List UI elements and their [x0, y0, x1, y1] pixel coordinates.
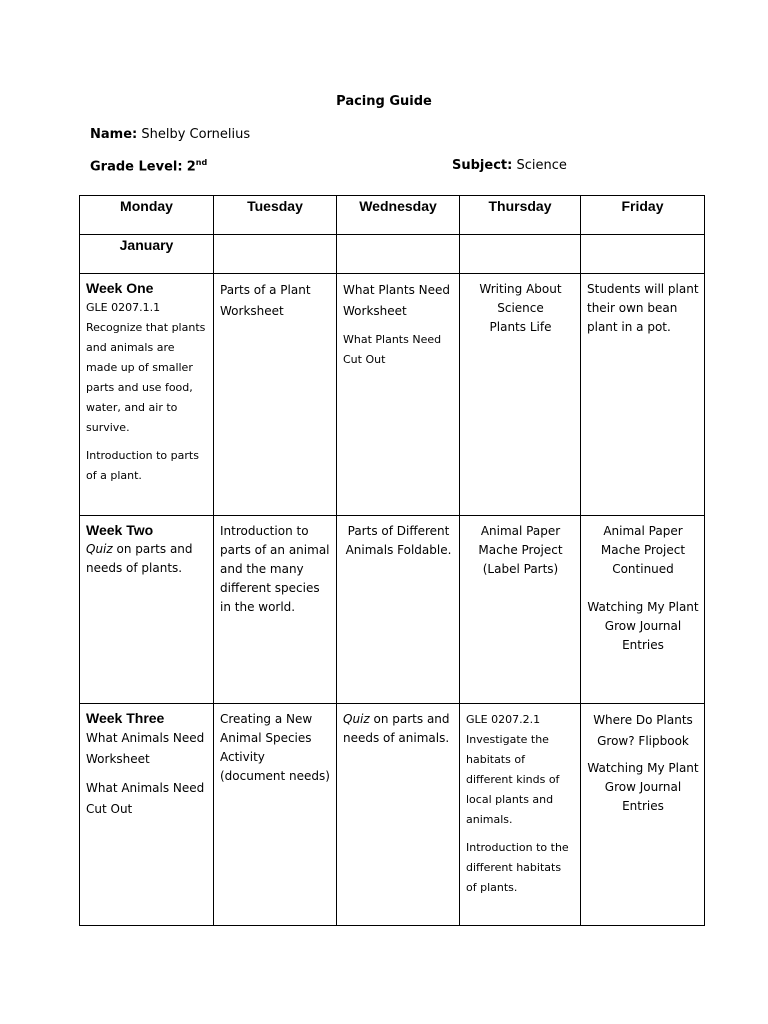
cell-text: What Plants Need Worksheet — [343, 283, 451, 318]
cell-text: on parts and needs of plants. — [86, 542, 193, 575]
cell-text: Parts of a Plant Worksheet — [220, 283, 311, 318]
cell-text: Animal Paper Mache Project Continued — [600, 524, 686, 576]
month-row — [80, 235, 705, 274]
month-empty-cell — [460, 235, 581, 274]
col-header-friday: Friday — [581, 196, 705, 235]
week-three-thursday-cell — [460, 704, 581, 926]
cell-text: Animal Paper Mache Project (Label Parts) — [478, 524, 563, 576]
subject-value: Science — [516, 158, 567, 173]
week-two-tuesday-cell — [214, 516, 337, 704]
col-header-wednesday: Wednesday — [337, 196, 460, 235]
subject-line — [452, 158, 567, 173]
cell-text: Where Do Plants Grow? Flipbook — [593, 713, 693, 748]
week-two-friday-cell — [581, 516, 705, 704]
week-one-friday-cell — [581, 274, 705, 516]
quiz-text: Quiz — [343, 712, 370, 726]
cell-text: GLE 0207.1.1 — [86, 301, 161, 314]
cell-text: Writing About Science — [479, 282, 562, 315]
week-three-tuesday-cell — [214, 704, 337, 926]
week-one-wednesday-cell — [337, 274, 460, 516]
week-one-thursday-cell — [460, 274, 581, 516]
grade-label: Grade Level: — [90, 159, 183, 175]
week-one-tuesday-cell — [214, 274, 337, 516]
cell-text: Recognize that plants and animals are made up of smaller parts and use food, water, and air to survive. — [86, 321, 206, 434]
cell-text: What Plants Need Cut Out — [343, 333, 442, 366]
week-three-wednesday-cell — [337, 704, 460, 926]
cell-text: Watching My Plant Grow Journal Entries — [587, 761, 699, 813]
cell-text: What Animals Need Worksheet — [86, 731, 205, 766]
cell-text: Introduction to the different habitats of plants. — [466, 841, 569, 894]
month-label: January — [80, 235, 214, 274]
cell-text — [86, 540, 208, 578]
grade-value: 2 — [186, 159, 196, 175]
cell-text: Plants Life — [489, 320, 552, 334]
table-row — [80, 704, 705, 926]
subject-label: Subject: — [452, 158, 513, 173]
grade-suffix: nd — [195, 158, 208, 167]
week-two-wednesday-cell — [337, 516, 460, 704]
cell-text: Creating a New Animal Species Activity (document needs) — [220, 712, 330, 783]
cell-text — [343, 710, 454, 748]
week-title: Week One — [86, 280, 154, 296]
cell-text: GLE 0207.2.1 — [466, 713, 541, 726]
name-label: Name: — [90, 127, 138, 142]
week-title: Week Two — [86, 522, 154, 538]
cell-text: Students will plant their own bean plant in a pot. — [587, 282, 699, 334]
week-title: Week Three — [86, 710, 165, 726]
cell-text: Investigate the habitats of different kinds of local plants and animals. — [466, 733, 560, 826]
week-three-friday-cell — [581, 704, 705, 926]
week-two-thursday-cell — [460, 516, 581, 704]
cell-text: What Animals Need Cut Out — [86, 781, 205, 816]
pacing-table — [79, 195, 705, 926]
cell-text: Parts of Different Animals Foldable. — [345, 524, 452, 557]
name-value: Shelby Cornelius — [141, 127, 251, 142]
header-row — [80, 196, 705, 235]
table-row — [80, 516, 705, 704]
table-row — [80, 274, 705, 516]
col-header-monday: Monday — [80, 196, 214, 235]
page-title: Pacing Guide — [336, 94, 432, 109]
month-empty-cell — [214, 235, 337, 274]
week-one-monday-cell — [80, 274, 214, 516]
week-two-monday-cell — [80, 516, 214, 704]
cell-text: Introduction to parts of a plant. — [86, 449, 199, 482]
col-header-tuesday: Tuesday — [214, 196, 337, 235]
col-header-thursday: Thursday — [460, 196, 581, 235]
cell-text: Introduction to parts of an animal and the many different species in the world. — [220, 524, 330, 614]
week-three-monday-cell — [80, 704, 214, 926]
quiz-text: Quiz — [86, 542, 113, 556]
cell-text: on parts and needs of animals. — [343, 712, 450, 745]
name-line — [90, 127, 250, 142]
grade-line — [90, 158, 207, 174]
month-empty-cell — [581, 235, 705, 274]
cell-text: Watching My Plant Grow Journal Entries — [587, 600, 699, 652]
month-empty-cell — [337, 235, 460, 274]
